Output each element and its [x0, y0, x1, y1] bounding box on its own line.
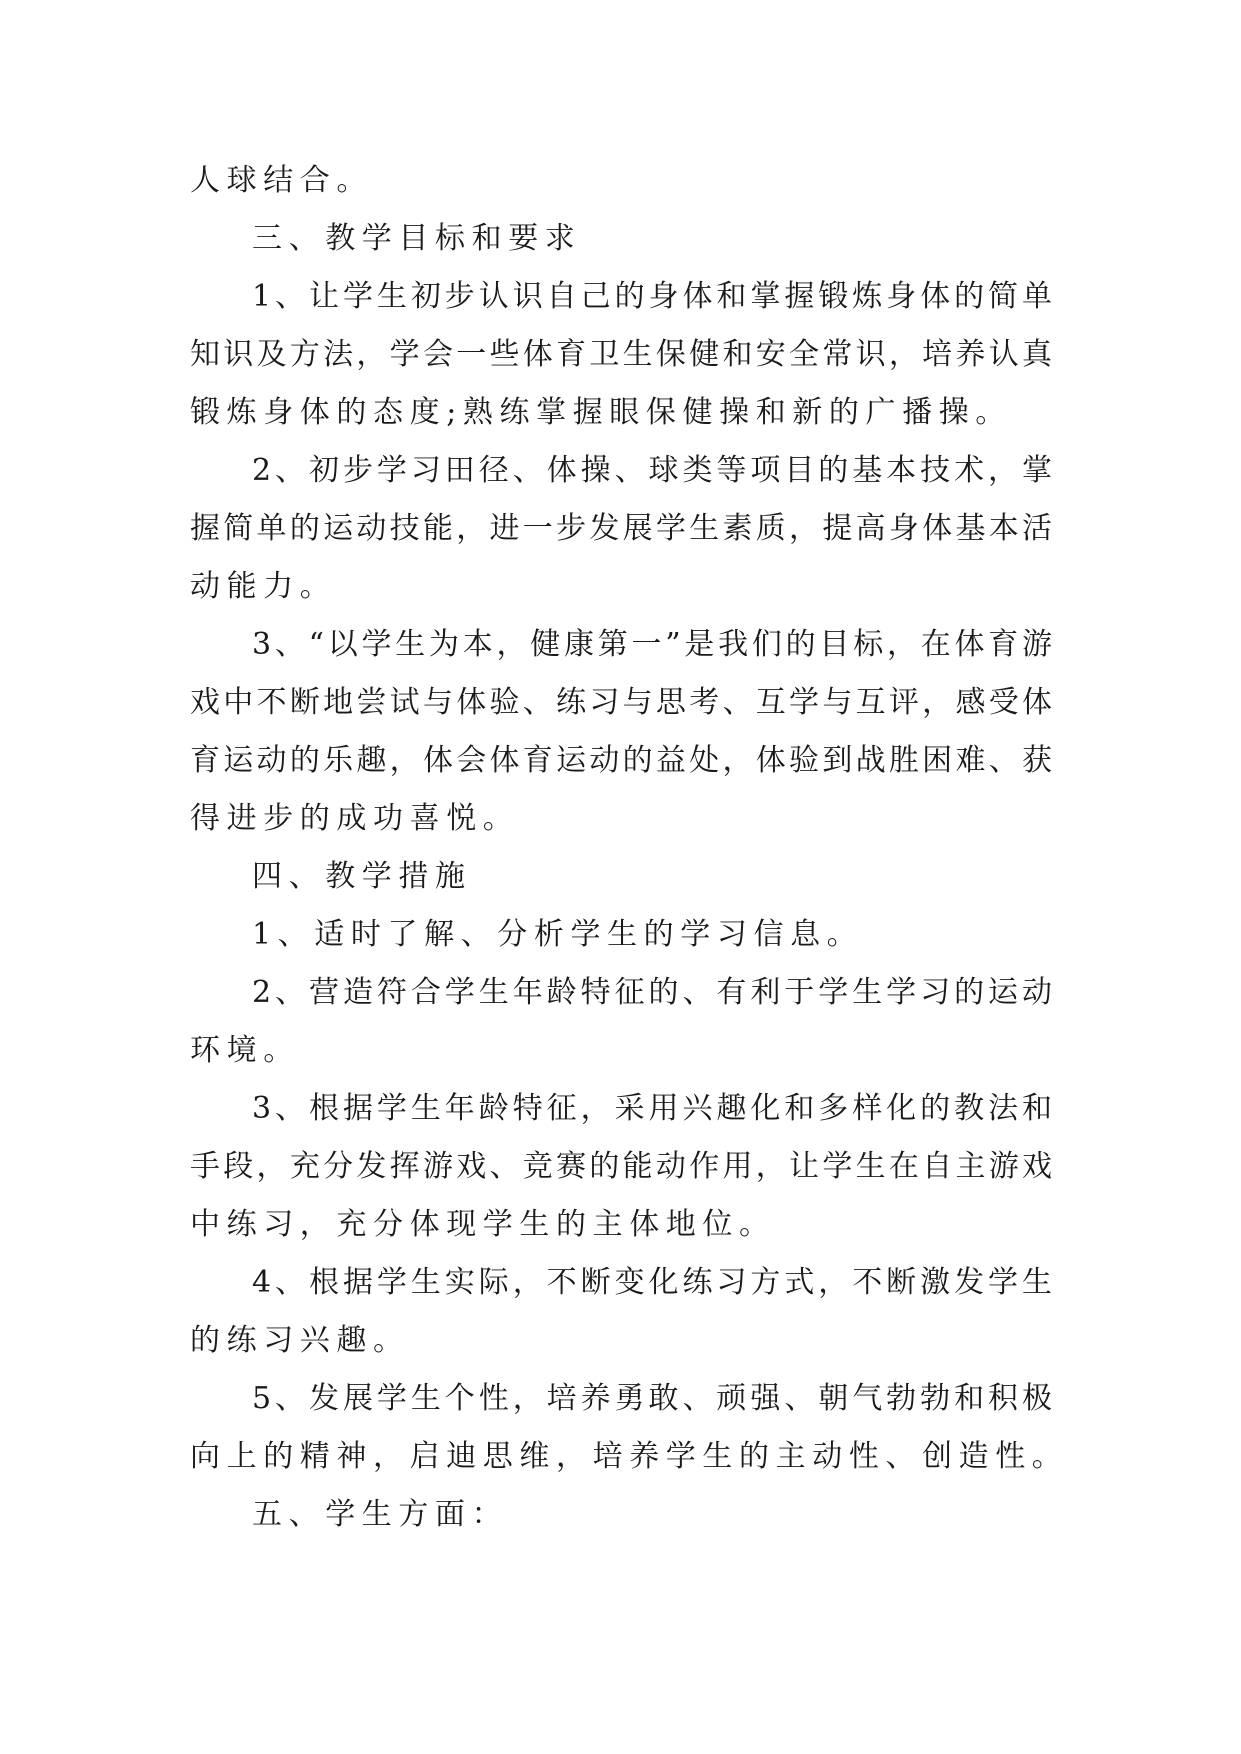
paragraph: [190, 268, 1052, 442]
text-line: 戏中不断地尝试与体验、练习与思考、互学与互评，感受体: [190, 685, 1052, 720]
text-line: 2、营造符合学生年龄特征的、有利于学生学习的运动: [252, 975, 1052, 1010]
paragraph: [190, 1080, 1052, 1254]
section-heading: [190, 210, 1052, 268]
paragraph: [190, 964, 1052, 1080]
heading-text: 三、教学目标和要求: [252, 221, 582, 256]
text-line: 1、让学生初步认识自己的身体和掌握锻炼身体的简单: [252, 279, 1052, 314]
paragraph: [190, 1370, 1069, 1486]
text-line: 手段，充分发挥游戏、竞赛的能动作用，让学生在自主游戏: [190, 1149, 1052, 1184]
text-line: 1、适时了解、分析学生的学习信息。: [252, 917, 864, 952]
paragraph: [190, 906, 1052, 964]
document-page: [190, 152, 1069, 1544]
text-line: 育运动的乐趣，体会体育运动的益处，体验到战胜困难、获: [190, 743, 1052, 778]
text-line: 2、初步学习田径、体操、球类等项目的基本技术，掌: [252, 453, 1052, 488]
section-heading: [190, 1486, 1052, 1544]
text-line: 3、“以学生为本，健康第一”是我们的目标，在体育游: [252, 627, 1052, 662]
text-line: 向上的精神，启迪思维，培养学生的主动性、创造性。: [190, 1439, 1069, 1474]
paragraph: [190, 1254, 1052, 1370]
text-line: 4、根据学生实际，不断变化练习方式，不断激发学生: [252, 1265, 1052, 1300]
text-line: 的练习兴趣。: [190, 1323, 410, 1358]
text-line: 中练习，充分体现学生的主体地位。: [190, 1207, 776, 1242]
text-line: 得进步的成功喜悦。: [190, 801, 520, 836]
text-line: 握简单的运动技能，进一步发展学生素质，提高身体基本活: [190, 511, 1052, 546]
section-heading: [190, 848, 1052, 906]
text-line: 5、发展学生个性，培养勇敢、顽强、朝气勃勃和积极: [252, 1381, 1052, 1416]
text-line: 动能力。: [190, 569, 337, 604]
heading-text: 五、学生方面：: [252, 1497, 509, 1532]
paragraph: [190, 442, 1052, 616]
heading-text: 四、教学措施: [252, 859, 472, 894]
text-line: 锻炼身体的态度;熟练掌握眼保健操和新的广播操。: [190, 395, 1012, 430]
text-line: 人球结合。: [190, 163, 373, 198]
paragraph: [190, 616, 1052, 848]
text-line: 3、根据学生年龄特征，采用兴趣化和多样化的教法和: [252, 1091, 1052, 1126]
text-line: 环境。: [190, 1033, 300, 1068]
text-line: 知识及方法，学会一些体育卫生保健和安全常识，培养认真: [190, 337, 1052, 372]
paragraph: [190, 152, 1052, 210]
